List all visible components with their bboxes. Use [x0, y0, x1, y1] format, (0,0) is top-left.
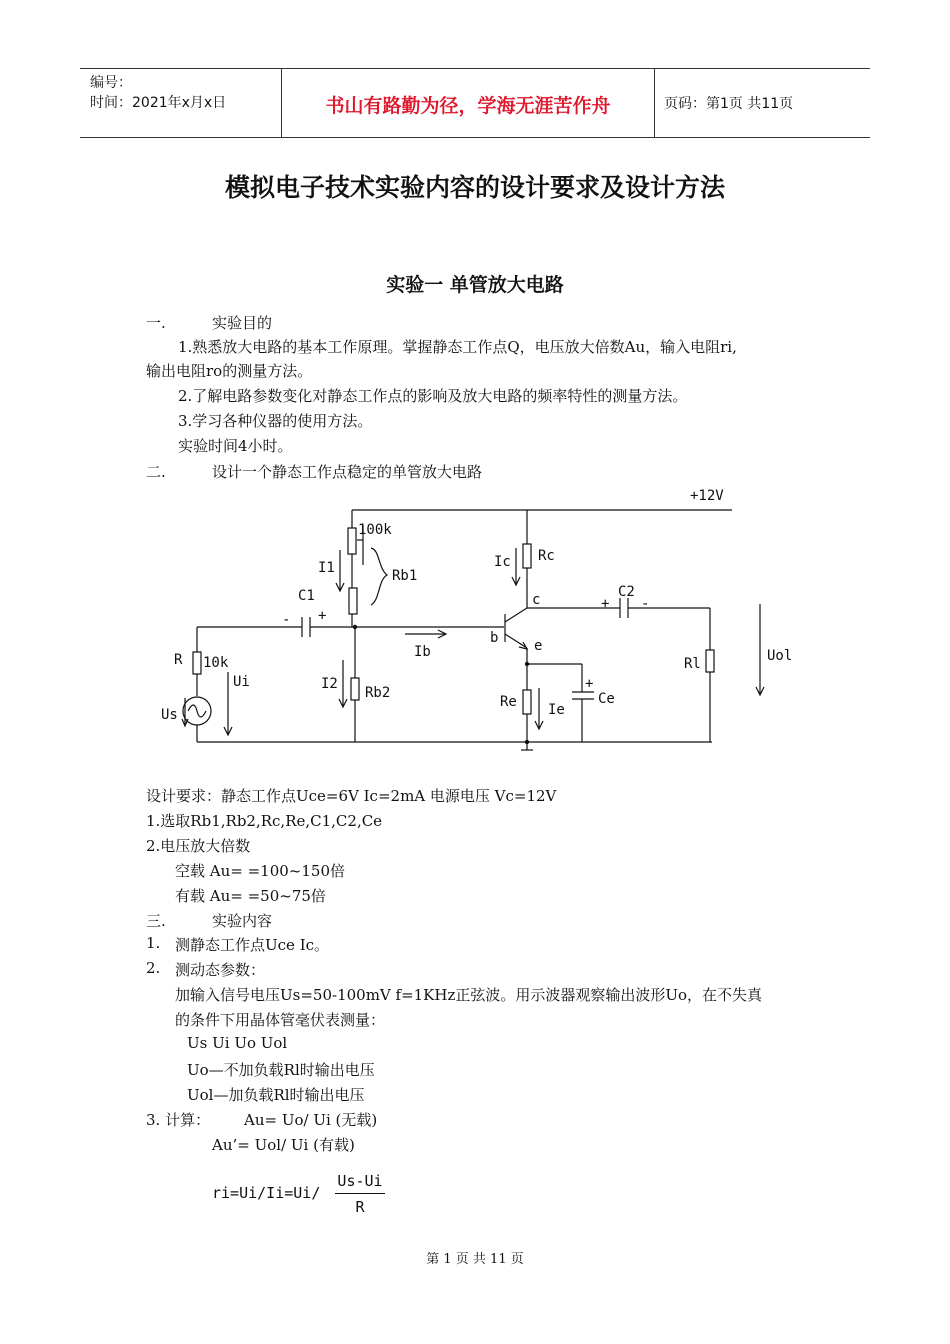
ce-plus: + — [585, 676, 594, 692]
header-number: 编号： — [90, 75, 132, 91]
section3-formula-au-loaded: Au’= Uol/ Ui (有载) — [212, 1136, 355, 1154]
page-footer: 第 1 页 共 11 页 — [426, 1252, 524, 1267]
section3-number: 三. — [146, 912, 166, 930]
header-date: 时间：2021年x月x日 — [90, 95, 227, 111]
ic-label: Ic — [494, 554, 511, 570]
ce-label: Ce — [598, 691, 615, 707]
i2-label: I2 — [321, 676, 338, 692]
ib-label: Ib — [414, 644, 431, 660]
section3-item2-line3: Us Ui Uo Uol — [187, 1034, 288, 1052]
c1-plus: + — [318, 608, 327, 624]
section3-heading: 实验内容 — [212, 912, 273, 930]
re-label: Re — [500, 694, 517, 710]
section1-number: 一. — [146, 314, 166, 332]
r-label: R — [174, 652, 183, 668]
ie-label: Ie — [548, 702, 565, 718]
section3-item2-line1: 加输入信号电压Us=50-100mV f=1KHz正弦波。用示波器观察输出波形Uo，在不失真 — [175, 986, 763, 1004]
section3-item2-line2: 的条件下用晶体管毫伏表测量： — [175, 1011, 386, 1029]
section1-item3: 3.学习各种仪器的使用方法。 — [178, 412, 373, 430]
uol-label: Uol — [767, 648, 793, 664]
requirements-line3: 2.电压放大倍数 — [146, 837, 251, 855]
us-label: Us — [161, 707, 178, 723]
section1-item2: 2.了解电路参数变化对静态工作点的影响及放大电路的频率特性的测量方法。 — [178, 387, 688, 405]
emitter-label: e — [534, 638, 543, 654]
header-motto: 书山有路勤为径，学海无涯苦作舟 — [325, 95, 611, 117]
i1-label: I1 — [318, 560, 335, 576]
c1-label: C1 — [298, 588, 315, 604]
header-page-code: 页码：第1页 共11页 — [664, 96, 794, 112]
section3-item1: 测静态工作点Uce Ic。 — [175, 936, 330, 954]
requirements-line1: 设计要求：静态工作点Uce=6V Ic=2mA 电源电压 Vc=12V — [146, 787, 557, 805]
requirements-line5: 有载 Au= =50~75倍 — [175, 887, 326, 905]
section3-item1-number: 1. — [146, 934, 161, 952]
section2-number: 二. — [146, 463, 166, 481]
ri-formula-numerator: Us-Ui — [337, 1172, 383, 1190]
c2-minus: - — [641, 596, 650, 612]
section3-item3-label: 3. 计算： — [146, 1111, 211, 1129]
rb2-label: Rb2 — [365, 685, 391, 701]
rl-label: Rl — [684, 656, 701, 672]
experiment-title: 实验一 单管放大电路 — [386, 274, 564, 296]
section3-item2: 测动态参数： — [175, 961, 266, 979]
section1-item1-line2: 输出电阻ro的测量方法。 — [146, 362, 313, 380]
document-title: 模拟电子技术实验内容的设计要求及设计方法 — [224, 173, 725, 202]
c1-minus: - — [282, 612, 291, 628]
section1-heading: 实验目的 — [212, 314, 273, 332]
section3-formula-au: Au= Uo/ Ui (无载) — [244, 1111, 378, 1129]
ui-label: Ui — [233, 674, 250, 690]
ri-formula-denominator: R — [355, 1198, 365, 1216]
requirements-line2: 1.选取Rb1,Rb2,Rc,Re,C1,C2,Ce — [146, 812, 383, 830]
section2-heading: 设计一个静态工作点稳定的单管放大电路 — [212, 463, 483, 481]
c2-label: C2 — [618, 584, 635, 600]
collector-label: c — [532, 592, 541, 608]
rc-label: Rc — [538, 548, 555, 564]
requirements-line4: 空载 Au= =100~150倍 — [175, 862, 345, 880]
section1-time: 实验时间4小时。 — [178, 437, 293, 455]
vcc-label: +12V — [690, 488, 724, 504]
base-label: b — [490, 630, 499, 646]
ri-formula-fraction-bar — [335, 1193, 385, 1194]
pot-value: 100k — [358, 522, 392, 538]
section3-item2-number: 2. — [146, 959, 161, 977]
rb1-label: Rb1 — [392, 568, 418, 584]
r-value: 10k — [203, 655, 229, 671]
ri-formula-left: ri=Ui/Ii=Ui/ — [212, 1184, 321, 1202]
section1-item1-line1: 1.熟悉放大电路的基本工作原理。掌握静态工作点Q，电压放大倍数Au，输入电阻ri, — [178, 338, 737, 356]
section3-item2-line4: Uo—不加负载Rl时输出电压 — [187, 1061, 375, 1079]
c2-plus: + — [601, 596, 610, 612]
section3-item2-line5: Uol—加负载Rl时输出电压 — [187, 1086, 365, 1104]
